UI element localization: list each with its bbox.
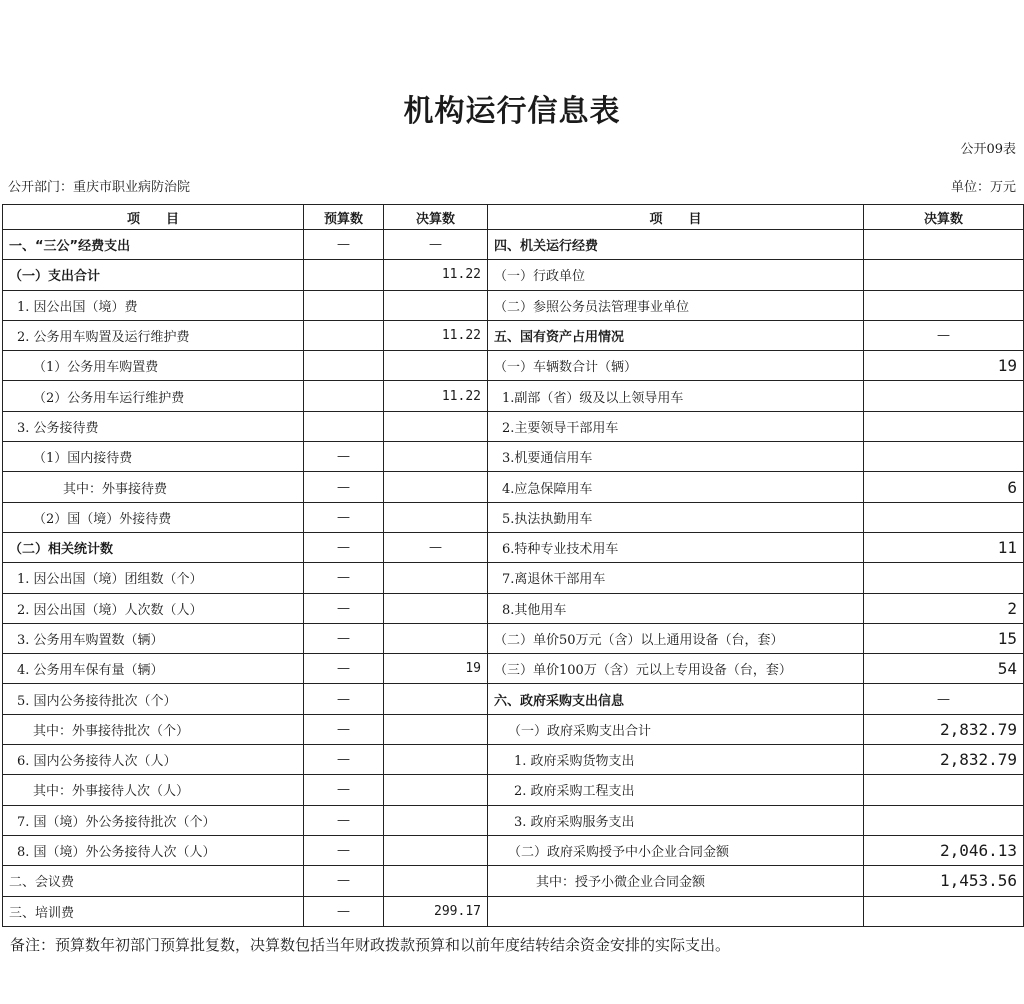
item-right-cell: 四、机关运行经费: [488, 230, 864, 260]
table-row: [3, 775, 1024, 805]
item-left-cell: 5. 国内公务接待批次（个）: [3, 684, 304, 714]
budget-cell: —: [304, 563, 384, 593]
table-row: [3, 623, 1024, 653]
item-left-cell: 1. 因公出国（境）团组数（个）: [3, 563, 304, 593]
final-right-cell: —: [864, 684, 1024, 714]
item-left-cell: （二）相关统计数: [3, 532, 304, 562]
item-left-cell: （一）支出合计: [3, 260, 304, 290]
budget-cell: [304, 320, 384, 350]
final-right-cell: 2,832.79: [864, 714, 1024, 744]
table-row: [3, 745, 1024, 775]
table-row: [3, 260, 1024, 290]
table-row: [3, 684, 1024, 714]
table-row: [3, 502, 1024, 532]
final-right-cell: —: [864, 320, 1024, 350]
header-final-left: 决算数: [384, 205, 488, 230]
final-left-cell: [384, 442, 488, 472]
budget-cell: [304, 411, 384, 441]
item-left-cell: 8. 国（境）外公务接待人次（人）: [3, 835, 304, 865]
item-right-cell: 六、政府采购支出信息: [488, 684, 864, 714]
item-left-cell: 其中：外事接待批次（个）: [3, 714, 304, 744]
final-left-cell: [384, 684, 488, 714]
final-right-cell: 6: [864, 472, 1024, 502]
table-row: [3, 381, 1024, 411]
budget-cell: [304, 260, 384, 290]
unit-label: 单位：万元: [950, 180, 1016, 195]
final-right-cell: 1,453.56: [864, 866, 1024, 896]
final-right-cell: 2,832.79: [864, 745, 1024, 775]
item-left-cell: 其中：外事接待费: [3, 472, 304, 502]
final-left-cell: [384, 745, 488, 775]
final-right-cell: 54: [864, 654, 1024, 684]
budget-cell: —: [304, 230, 384, 260]
final-right-cell: [864, 805, 1024, 835]
item-right-cell: （一）车辆数合计（辆）: [488, 351, 864, 381]
header-item-left: 项 目: [3, 205, 304, 230]
item-left-cell: 3. 公务用车购置数（辆）: [3, 623, 304, 653]
final-left-cell: [384, 714, 488, 744]
final-right-cell: 11: [864, 532, 1024, 562]
item-right-cell: 7.离退休干部用车: [488, 563, 864, 593]
final-right-cell: [864, 896, 1024, 926]
header-budget: 预算数: [304, 205, 384, 230]
final-left-cell: [384, 290, 488, 320]
item-left-cell: 1. 因公出国（境）费: [3, 290, 304, 320]
final-left-cell: [384, 775, 488, 805]
budget-cell: —: [304, 745, 384, 775]
final-left-cell: [384, 502, 488, 532]
info-table: [2, 204, 1024, 927]
budget-cell: —: [304, 442, 384, 472]
final-right-cell: [864, 502, 1024, 532]
final-left-cell: 11.22: [384, 260, 488, 290]
table-row: [3, 805, 1024, 835]
final-left-cell: [384, 623, 488, 653]
item-right-cell: （一）行政单位: [488, 260, 864, 290]
budget-cell: —: [304, 866, 384, 896]
item-right-cell: 4.应急保障用车: [488, 472, 864, 502]
final-left-cell: [384, 593, 488, 623]
item-right-cell: 3.机要通信用车: [488, 442, 864, 472]
final-right-cell: 2: [864, 593, 1024, 623]
final-right-cell: 2,046.13: [864, 835, 1024, 865]
final-right-cell: [864, 230, 1024, 260]
final-right-cell: [864, 290, 1024, 320]
item-left-cell: （1）公务用车购置费: [3, 351, 304, 381]
budget-cell: —: [304, 775, 384, 805]
final-left-cell: —: [384, 532, 488, 562]
budget-cell: —: [304, 623, 384, 653]
item-right-cell: 5.执法执勤用车: [488, 502, 864, 532]
table-row: [3, 472, 1024, 502]
table-body: [3, 230, 1024, 927]
item-right-cell: 五、国有资产占用情况: [488, 320, 864, 350]
item-right-cell: （二）政府采购授予中小企业合同金额: [488, 835, 864, 865]
table-row: [3, 442, 1024, 472]
item-left-cell: （2）国（境）外接待费: [3, 502, 304, 532]
item-left-cell: 7. 国（境）外公务接待批次（个）: [3, 805, 304, 835]
final-right-cell: [864, 442, 1024, 472]
table-row: [3, 835, 1024, 865]
item-left-cell: 二、会议费: [3, 866, 304, 896]
budget-cell: [304, 290, 384, 320]
budget-cell: —: [304, 502, 384, 532]
final-left-cell: 299.17: [384, 896, 488, 926]
final-left-cell: 11.22: [384, 381, 488, 411]
item-left-cell: 其中：外事接待人次（人）: [3, 775, 304, 805]
item-right-cell: （二）参照公务员法管理事业单位: [488, 290, 864, 320]
item-left-cell: 3. 公务接待费: [3, 411, 304, 441]
final-left-cell: 19: [384, 654, 488, 684]
final-left-cell: [384, 472, 488, 502]
item-right-cell: 2.主要领导干部用车: [488, 411, 864, 441]
budget-cell: [304, 381, 384, 411]
department-label: 公开部门：重庆市职业病防治院: [8, 180, 191, 195]
item-left-cell: （2）公务用车运行维护费: [3, 381, 304, 411]
budget-cell: —: [304, 835, 384, 865]
header-final-right: 决算数: [864, 205, 1024, 230]
final-left-cell: 11.22: [384, 320, 488, 350]
budget-cell: —: [304, 593, 384, 623]
item-left-cell: 三、培训费: [3, 896, 304, 926]
table-row: [3, 593, 1024, 623]
table-header-row: [3, 205, 1024, 230]
form-number: 公开09表: [960, 142, 1016, 157]
item-right-cell: [488, 896, 864, 926]
table-row: [3, 290, 1024, 320]
budget-cell: —: [304, 532, 384, 562]
table-row: [3, 654, 1024, 684]
budget-cell: —: [304, 896, 384, 926]
budget-cell: —: [304, 472, 384, 502]
item-right-cell: 6.特种专业技术用车: [488, 532, 864, 562]
item-left-cell: 4. 公务用车保有量（辆）: [3, 654, 304, 684]
final-right-cell: [864, 563, 1024, 593]
budget-cell: —: [304, 684, 384, 714]
item-left-cell: 一、“三公”经费支出: [3, 230, 304, 260]
table-row: [3, 532, 1024, 562]
final-left-cell: [384, 411, 488, 441]
table-row: [3, 563, 1024, 593]
final-right-cell: [864, 775, 1024, 805]
final-right-cell: [864, 381, 1024, 411]
table-row: [3, 714, 1024, 744]
final-left-cell: [384, 835, 488, 865]
table-row: [3, 896, 1024, 926]
table-row: [3, 351, 1024, 381]
footnote: 备注：预算数年初部门预算批复数，决算数包括当年财政拨款预算和以前年度结转结余资金安排的实际支出。: [10, 936, 731, 954]
item-right-cell: 其中：授予小微企业合同金额: [488, 866, 864, 896]
item-right-cell: 3. 政府采购服务支出: [488, 805, 864, 835]
budget-cell: —: [304, 714, 384, 744]
item-right-cell: （一）政府采购支出合计: [488, 714, 864, 744]
table-row: [3, 411, 1024, 441]
header-item-right: 项 目: [488, 205, 864, 230]
final-right-cell: 15: [864, 623, 1024, 653]
item-right-cell: （三）单价100万（含）元以上专用设备（台，套）: [488, 654, 864, 684]
final-left-cell: [384, 805, 488, 835]
table-row: [3, 866, 1024, 896]
table-row: [3, 320, 1024, 350]
item-right-cell: 8.其他用车: [488, 593, 864, 623]
item-left-cell: 2. 公务用车购置及运行维护费: [3, 320, 304, 350]
final-left-cell: [384, 351, 488, 381]
item-left-cell: 6. 国内公务接待人次（人）: [3, 745, 304, 775]
page-title: 机构运行信息表: [403, 94, 621, 129]
budget-cell: [304, 351, 384, 381]
table-row: [3, 230, 1024, 260]
final-left-cell: [384, 563, 488, 593]
final-left-cell: [384, 866, 488, 896]
item-right-cell: 1. 政府采购货物支出: [488, 745, 864, 775]
budget-cell: —: [304, 805, 384, 835]
item-right-cell: 2. 政府采购工程支出: [488, 775, 864, 805]
final-left-cell: —: [384, 230, 488, 260]
budget-cell: —: [304, 654, 384, 684]
item-right-cell: 1.副部（省）级及以上领导用车: [488, 381, 864, 411]
final-right-cell: [864, 411, 1024, 441]
item-left-cell: （1）国内接待费: [3, 442, 304, 472]
item-left-cell: 2. 因公出国（境）人次数（人）: [3, 593, 304, 623]
final-right-cell: [864, 260, 1024, 290]
final-right-cell: 19: [864, 351, 1024, 381]
item-right-cell: （二）单价50万元（含）以上通用设备（台，套）: [488, 623, 864, 653]
